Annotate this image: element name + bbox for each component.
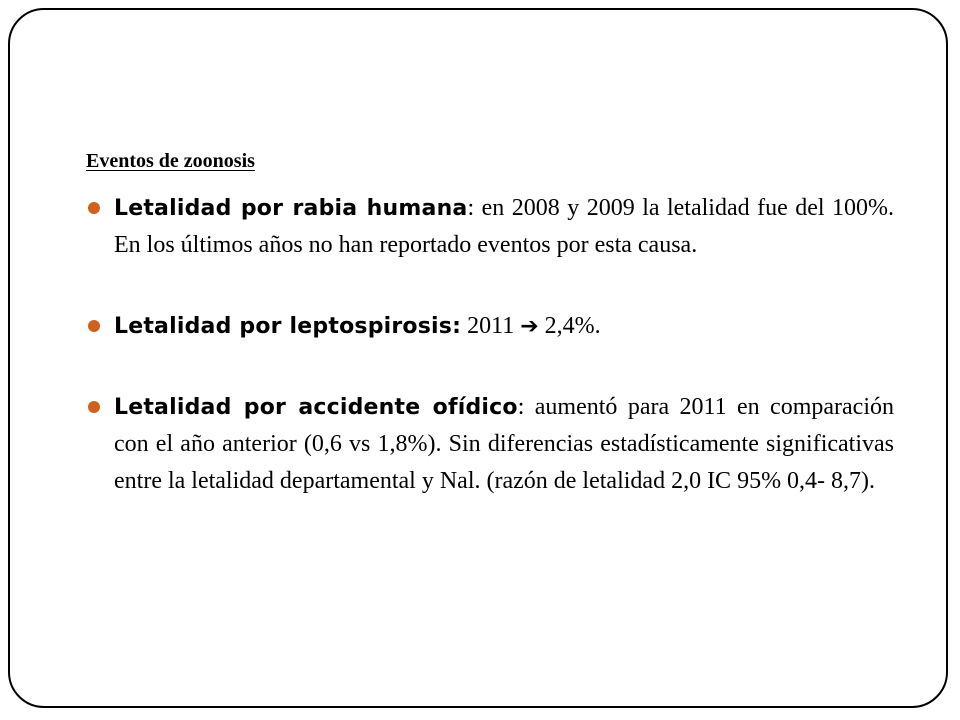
bullet-lead: Letalidad por rabia humana: [114, 196, 468, 221]
slide-frame: [8, 8, 948, 708]
bullet-item-leptospirosis: [88, 308, 894, 345]
bullet-lead: Letalidad por accidente ofídico: [114, 395, 518, 420]
bullet-dot-icon: [88, 202, 100, 214]
bullet-text: : en 2008 y 2009 la letalidad fue del 100%. En los últimos años no han reportado eventos por esta causa.: [114, 195, 894, 258]
slide-heading: Eventos de zoonosis: [86, 150, 255, 172]
right-arrow-icon: ➔: [520, 314, 539, 339]
bullet-list: [88, 190, 894, 500]
bullet-item-accidente-ofidico: [88, 389, 894, 500]
bullet-text: : aumentó para 2011 en comparación con el año anterior (0,6 vs 1,8%). Sin diferencias estadísticamente significativas entre la letalidad departamental y Nal. (razón de letalidad 2,0 IC 95% 0,4- 8,7).: [114, 394, 894, 494]
bullet-text: 2,4%.: [538, 313, 601, 339]
bullet-lead: Letalidad por leptospirosis:: [114, 314, 462, 339]
bullet-dot-icon: [88, 320, 100, 332]
bullet-dot-icon: [88, 401, 100, 413]
bullet-text: 2011: [461, 313, 521, 339]
bullet-item-rabia: [88, 190, 894, 264]
